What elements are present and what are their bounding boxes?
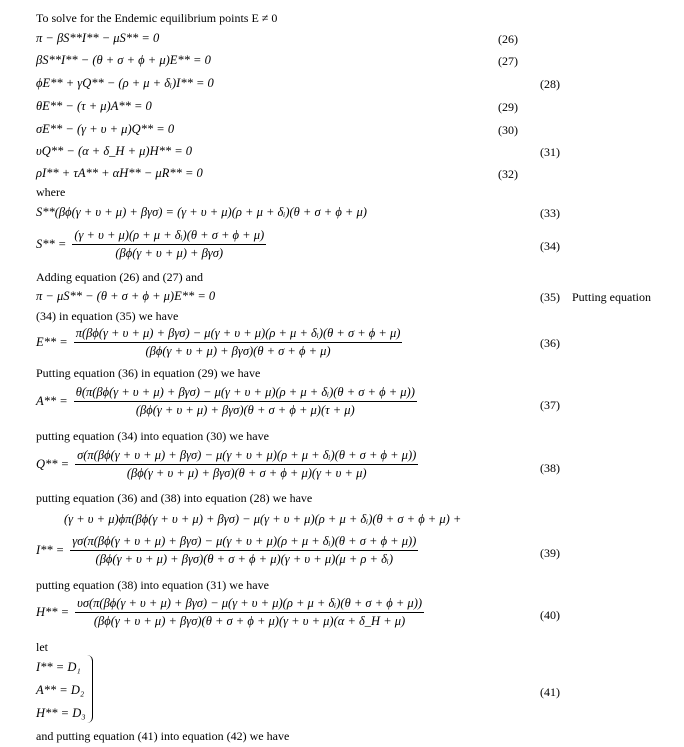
equation-39-denominator: (βϕ(γ + υ + μ) + βγσ)(θ + σ + ϕ + μ)(γ + υ + μ)(μ + ρ + δᵢ) [95, 552, 394, 566]
equation-26: π − βS**I** − μS** = 0 [36, 31, 160, 45]
equation-28: ϕE** + γQ** − (ρ + μ + δᵢ)I** = 0 [36, 76, 214, 90]
equation-38-denominator: (βϕ(γ + υ + μ) + βγσ)(θ + σ + ϕ + μ)(γ + υ + μ) [126, 466, 367, 480]
intro-line: To solve for the Endemic equilibrium points E ≠ 0 [36, 11, 278, 25]
equation-40-numerator: υσ(π(βϕ(γ + υ + μ) + βγσ) − μ(γ + υ + μ)(ρ + μ + δᵢ)(θ + σ + ϕ + μ)) [75, 596, 424, 613]
equation-36-numerator: π(βϕ(γ + υ + μ) + βγσ) − μ(γ + υ + μ)(ρ + μ + δᵢ)(θ + σ + ϕ + μ) [74, 326, 403, 343]
equation-41-line1: I** = D₁ [36, 660, 81, 674]
equation-33: S**(βϕ(γ + υ + μ) + βγσ) = (γ + υ + μ)(ρ + μ + δᵢ)(θ + σ + ϕ + μ) [36, 205, 367, 219]
equation-35-number: (35) [540, 290, 560, 304]
equation-41-number: (41) [540, 685, 560, 699]
putting-38-line: putting equation (38) into equation (31) we have [36, 578, 269, 592]
equation-36 [36, 326, 402, 359]
equation-37-numerator: θ(π(βϕ(γ + υ + μ) + βγσ) − μ(γ + υ + μ)(ρ + μ + δᵢ)(θ + σ + ϕ + μ)) [74, 385, 417, 402]
equation-38-numerator: σ(π(βϕ(γ + υ + μ) + βγσ) − μ(γ + υ + μ)(ρ + μ + δᵢ)(θ + σ + ϕ + μ)) [75, 448, 418, 465]
equation-30: σE** − (γ + υ + μ)Q** = 0 [36, 122, 175, 136]
equation-32: ρI** + τA** + αH** − μR** = 0 [36, 166, 203, 180]
equation-31: υQ** − (α + δ_H + μ)H** = 0 [36, 144, 193, 158]
equation-39-numerator: γσ(π(βϕ(γ + υ + μ) + βγσ) − μ(γ + υ + μ)(ρ + μ + δᵢ)(θ + σ + ϕ + μ)) [70, 534, 418, 551]
equation-34-numerator: (γ + υ + μ)(ρ + μ + δᵢ)(θ + σ + ϕ + μ) [72, 228, 266, 245]
equation-41-line3: H** = D₃ [36, 706, 86, 720]
equation-29-number: (29) [498, 100, 518, 114]
equation-36-lhs: E** = [36, 335, 68, 349]
equation-28-number: (28) [540, 77, 560, 91]
equation-40-denominator: (βϕ(γ + υ + μ) + βγσ)(θ + σ + ϕ + μ)(γ + υ + μ)(α + δ_H + μ) [93, 614, 406, 628]
equation-37-lhs: A** = [36, 394, 68, 408]
putting-36-38-line: putting equation (36) and (38) into equation (28) we have [36, 491, 313, 505]
equation-29: θE** − (τ + μ)A** = 0 [36, 99, 152, 113]
where-label: where [36, 185, 66, 199]
equation-27-number: (27) [498, 54, 518, 68]
equation-26-number: (26) [498, 32, 518, 46]
equation-36-number: (36) [540, 336, 560, 350]
equation-31-number: (31) [540, 145, 560, 159]
equation-39-number: (39) [540, 546, 560, 560]
equation-34-denominator: (βϕ(γ + υ + μ) + βγσ) [115, 246, 224, 260]
equation-33-number: (33) [540, 206, 560, 220]
equation-37-denominator: (βϕ(γ + υ + μ) + βγσ)(θ + σ + ϕ + μ)(τ + μ) [135, 403, 355, 417]
equation-38 [36, 448, 418, 481]
equation-39-line1: (γ + υ + μ)ϕπ(βϕ(γ + υ + μ) + βγσ) − μ(γ + υ + μ)(ρ + μ + δᵢ)(θ + σ + ϕ + μ) + [64, 512, 462, 526]
equation-41-line2: A** = D₂ [36, 683, 85, 697]
equation-34-number: (34) [540, 239, 560, 253]
putting-34-line: putting equation (34) into equation (30) we have [36, 429, 269, 443]
putting-36-line: Putting equation (36) in equation (29) we have [36, 366, 261, 380]
equation-37 [36, 385, 417, 418]
equation-36-denominator: (βϕ(γ + υ + μ) + βγσ)(θ + σ + ϕ + μ) [145, 344, 331, 358]
equation-34-lhs: S** = [36, 237, 67, 251]
adding-line: Adding equation (26) and (27) and [36, 270, 203, 284]
equation-39 [36, 534, 418, 567]
equation-34 [36, 228, 266, 261]
equation-40-lhs: H** = [36, 605, 70, 619]
equation-37-number: (37) [540, 398, 560, 412]
equation-40-number: (40) [540, 608, 560, 622]
equation-27: βS**I** − (θ + σ + ϕ + μ)E** = 0 [36, 53, 211, 67]
right-brace [84, 655, 93, 723]
equation-32-number: (32) [498, 167, 518, 181]
equation-38-number: (38) [540, 461, 560, 475]
equation-40 [36, 596, 424, 629]
equation-35: π − μS** − (θ + σ + ϕ + μ)E** = 0 [36, 289, 216, 303]
equation-38-lhs: Q** = [36, 457, 70, 471]
equation-35-continuation: (34) in equation (35) we have [36, 309, 179, 323]
final-line: and putting equation (41) into equation (42) we have [36, 729, 290, 743]
equation-30-number: (30) [498, 123, 518, 137]
equation-35-trailing-text: Putting equation [572, 290, 651, 304]
let-label: let [36, 640, 48, 654]
equation-39-lhs: I** = [36, 543, 65, 557]
